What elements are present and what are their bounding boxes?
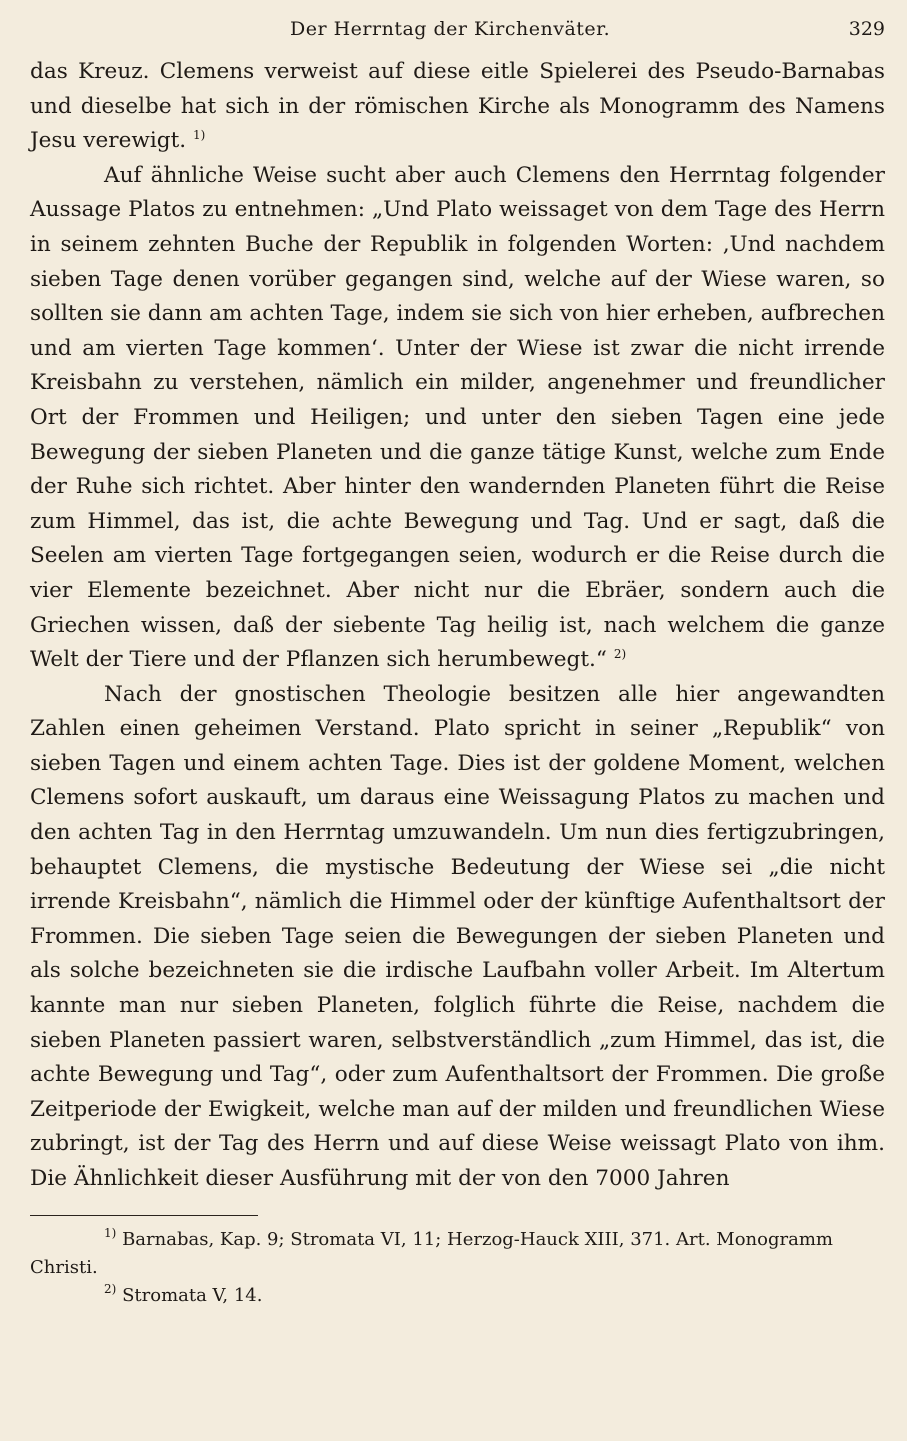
paragraph-2 [30,159,885,678]
paragraph-3-text: Nach der gnostischen Theologie besitzen alle hier angewandten Zahlen einen geheimen Verstand. Plato spricht in seiner „Republik“ von sieben Tagen und einem achten Tage. Dies ist der goldene Moment, welchen Clemens sofort auskauft, um daraus eine Weissagung Platos zu machen und den achten Tag in den Herrntag umzuwandeln. Um nun dies fertigzubringen, behauptet Clemens, die mystische Bedeutung der Wiese sei „die nicht irrende Kreisbahn“, nämlich die Himmel oder der künftige Aufenthaltsort der Frommen. Die sieben Tage seien die Bewegungen der sieben Planeten und als solche bezeichneten sie die irdische Laufbahn voller Arbeit. Im Altertum kannte man nur sieben Planeten, folglich führte die Reise, nachdem die sieben Planeten passiert waren, selbstverständlich „zum Himmel, das ist, die achte Bewegung und Tag“, oder zum Aufenthaltsort der Frommen. Die große Zeitperiode der Ewigkeit, welche man auf der milden und freundlichen Wiese zubringt, ist der Tag des Herrn und auf diese Weise weissagt Plato von ihm. Die Ähnlichkeit dieser Ausführung mit der von den 7000 Jahren [30,681,885,1191]
footnote-ref-2: 2) [613,647,627,662]
running-head-title: Der Herrntag der Kirchenväter. [290,18,611,40]
footnote-2-marker: 2) [104,1281,117,1296]
footnote-1-marker: 1) [104,1225,117,1240]
paragraph-1 [30,55,885,159]
footnote-1-text: Barnabas, Kap. 9; Stromata VI, 11; Herzog-Hauck XIII, 371. Art. Monogramm Christi. [30,1228,833,1278]
footnote-ref-1: 1) [193,128,206,143]
footnote-2-text: Stromata V, 14. [122,1284,263,1306]
footnote-1 [30,1226,885,1282]
page-number: 329 [848,18,885,40]
footnote-divider [30,1215,258,1216]
paragraph-2-text: Auf ähnliche Weise sucht aber auch Clemens den Herrntag folgender Aussage Platos zu entnehmen: „Und Plato weissaget von dem Tage des Herrn in seinem zehnten Buche der Republik in folgenden Worten: ‚Und nachdem sieben Tage denen vorüber gegangen sind, welche auf der Wiese waren, so sollten sie dann am achten Tage, indem sie sich von hier erheben, aufbrechen und am vierten Tage kommen‘. Unter der Wiese ist zwar die nicht irrende Kreisbahn zu verstehen, nämlich ein milder, angenehmer und freundlicher Ort der Frommen und Heiligen; und unter den sieben Tagen eine jede Bewegung der sieben Planeten und die ganze tätige Kunst, welche zum Ende der Ruhe sich richtet. Aber hinter den wandernden Planeten führt die Reise zum Himmel, das ist, die achte Bewegung und Tag. Und er sagt, daß die Seelen am vierten Tage fortgegangen seien, wodurch er die Reise durch die vier Elemente bezeichnet. Aber nicht nur die Ebräer, sondern auch die Griechen wissen, daß der siebente Tag heilig ist, nach welchem die ganze Welt der Tiere und der Pflanzen sich herumbewegt.“ [30,162,885,673]
footnote-2 [30,1282,885,1310]
running-head [30,18,885,48]
body-text [30,55,885,1197]
paragraph-3 [30,678,885,1197]
paragraph-1-text: das Kreuz. Clemens verweist auf diese eitle Spielerei des Pseudo-Barnabas und dieselbe hat sich in der römischen Kirche als Monogramm des Namens Jesu verewigt. [30,59,885,154]
footnotes [30,1226,885,1310]
